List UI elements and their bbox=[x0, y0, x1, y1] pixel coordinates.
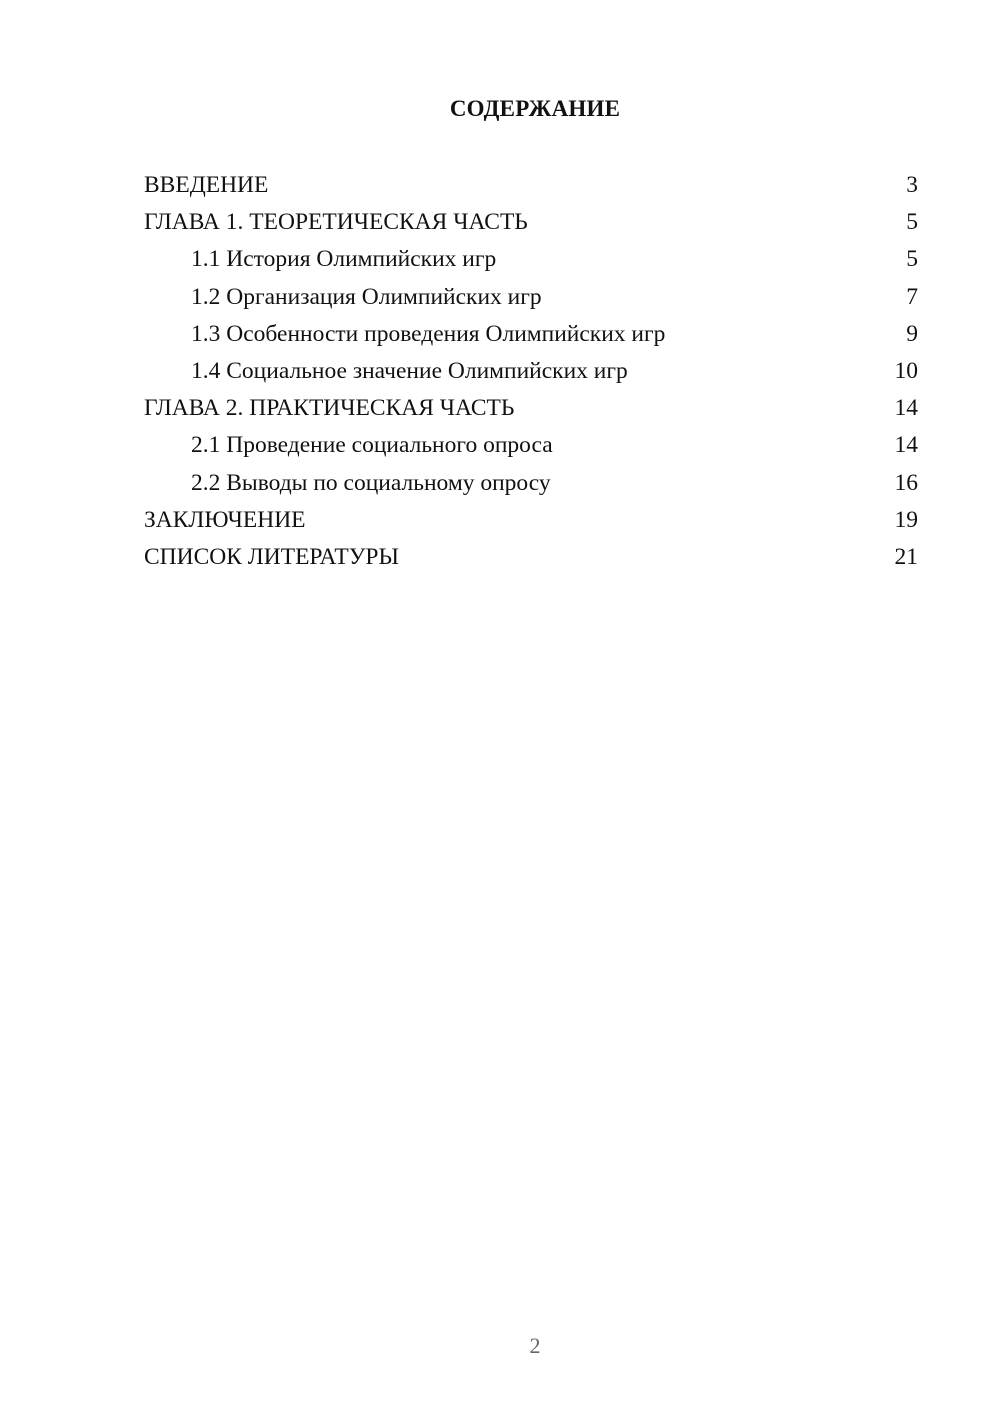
toc-entry-chapter-1[interactable] bbox=[144, 205, 918, 242]
toc-entry-page: 9 bbox=[906, 320, 918, 347]
toc-entry-page: 5 bbox=[906, 209, 918, 236]
page-number: 2 bbox=[529, 1333, 541, 1358]
toc-entry-label: ГЛАВА 2. ПРАКТИЧЕСКАЯ ЧАСТЬ bbox=[144, 395, 515, 422]
toc-entry-conclusion[interactable] bbox=[144, 503, 918, 540]
toc-entry-page: 21 bbox=[894, 543, 918, 570]
toc-entry-label: 1.4 Социальное значение Олимпийских игр bbox=[191, 357, 628, 384]
toc-entry-label: ЗАКЛЮЧЕНИЕ bbox=[144, 506, 306, 533]
toc-entry-page: 14 bbox=[894, 432, 918, 459]
toc-entry-section-1-3[interactable] bbox=[144, 317, 918, 354]
toc-entry-label: 1.3 Особенности проведения Олимпийских игр bbox=[191, 320, 666, 347]
toc-entry-page: 14 bbox=[894, 395, 918, 422]
toc-entry-page: 19 bbox=[894, 506, 918, 533]
toc-entry-label: 1.1 История Олимпийских игр bbox=[191, 246, 497, 273]
toc-entry-label: 2.1 Проведение социального опроса bbox=[191, 432, 553, 459]
toc-entry-page: 16 bbox=[894, 469, 918, 496]
toc-entry-section-1-1[interactable] bbox=[144, 242, 918, 279]
toc-entry-page: 5 bbox=[906, 246, 918, 273]
toc-entry-page: 10 bbox=[894, 357, 918, 384]
toc-entry-introduction[interactable] bbox=[144, 168, 918, 205]
toc-entry-section-1-2[interactable] bbox=[144, 280, 918, 317]
toc-entry-section-2-2[interactable] bbox=[144, 466, 918, 503]
toc-entry-page: 3 bbox=[906, 172, 918, 198]
page-title: СОДЕРЖАНИЕ bbox=[449, 96, 621, 121]
toc-entry-references[interactable] bbox=[144, 540, 918, 577]
toc-entry-label: 1.2 Организация Олимпийских игр bbox=[191, 283, 542, 310]
toc-entry-label: ГЛАВА 1. ТЕОРЕТИЧЕСКАЯ ЧАСТЬ bbox=[144, 209, 528, 236]
table-of-contents bbox=[144, 168, 918, 577]
toc-entry-label: ВВЕДЕНИЕ bbox=[144, 172, 269, 198]
toc-entry-page: 7 bbox=[906, 283, 918, 310]
toc-entry-section-2-1[interactable] bbox=[144, 428, 918, 465]
toc-entry-label: СПИСОК ЛИТЕРАТУРЫ bbox=[144, 543, 399, 570]
toc-entry-label: 2.2 Выводы по социальному опросу bbox=[191, 469, 551, 496]
toc-entry-chapter-2[interactable] bbox=[144, 391, 918, 428]
toc-entry-section-1-4[interactable] bbox=[144, 354, 918, 391]
